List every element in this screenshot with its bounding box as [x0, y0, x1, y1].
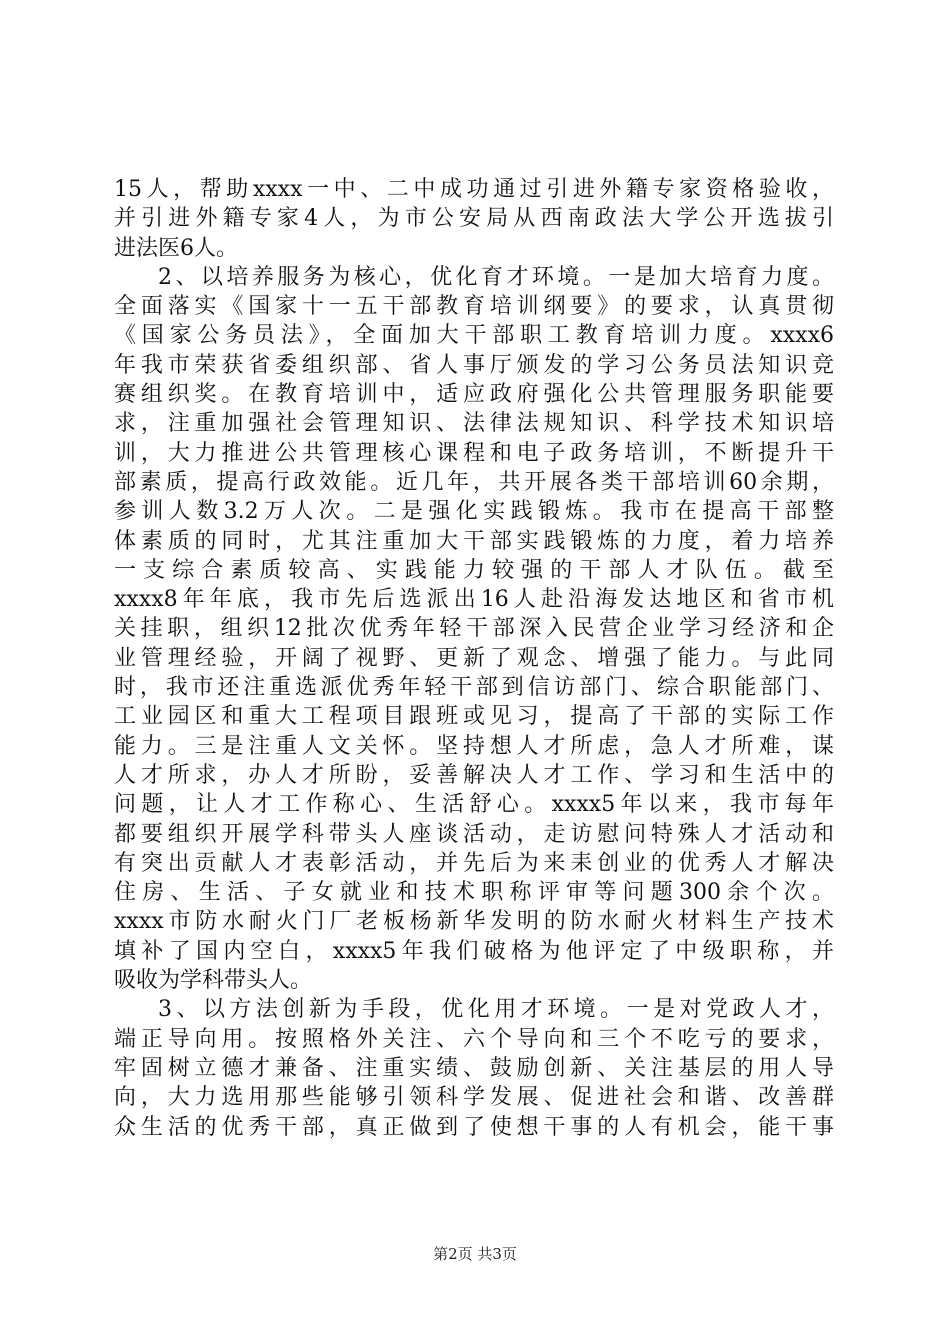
text-line: 并引进外籍专家4人，为市公安局从西南政法大学公开选拔引: [114, 206, 834, 232]
text-line: 问题，让人才工作称心、生活舒心。xxxx5年以来，我市每年: [114, 792, 834, 818]
text-line: 能力。三是注重人文关怀。坚持想人才所虑，急人才所难，谋: [114, 733, 834, 759]
text-line: 进法医6人。: [114, 235, 238, 261]
text-line: 全面落实《国家十一五干部教育培训纲要》的要求，认真贯彻: [114, 294, 834, 320]
text-line: xxxx市防水耐火门厂老板杨新华发明的防水耐火材料生产技术: [114, 909, 834, 935]
text-line: 求，注重加强社会管理知识、法律法规知识、科学技术知识培: [114, 411, 834, 437]
page-footer: 第2页 共3页: [433, 1245, 517, 1263]
text-line: 吸收为学科带头人。: [114, 968, 313, 994]
text-line: 15人，帮助xxxx一中、二中成功通过引进外籍专家资格验收，: [114, 177, 834, 202]
text-line: 一支综合素质较高、实践能力较强的干部人才队伍。截至: [114, 557, 834, 583]
text-line: 时，我市还注重选派优秀年轻干部到信访部门、综合职能部门、: [114, 675, 834, 701]
text-line: 2、以培养服务为核心，优化育才环境。一是加大培育力度。: [158, 264, 834, 290]
text-line: 牢固树立德才兼备、注重实绩、鼓励创新、关注基层的用人导: [114, 1055, 834, 1081]
text-line: 训，大力推进公共管理核心课程和电子政务培训，不断提升干: [114, 440, 834, 466]
text-line: 业管理经验，开阔了视野、更新了观念、增强了能力。与此同: [114, 645, 834, 671]
text-line: 年我市荣获省委组织部、省人事厅颁发的学习公务员法知识竞: [114, 352, 834, 378]
text-line: 部素质，提高行政效能。近几年，共开展各类干部培训60余期，: [114, 469, 834, 495]
text-line: xxxx8年年底，我市先后选派出16人赴沿海发达地区和省市机: [114, 587, 834, 613]
text-line: 端正导向用。按照格外关注、六个导向和三个不吃亏的要求，: [114, 1026, 834, 1052]
text-line: 都要组织开展学科带头人座谈活动，走访慰问特殊人才活动和: [114, 821, 834, 847]
text-line: 体素质的同时，尤其注重加大干部实践锻炼的力度，着力培养: [114, 528, 834, 554]
body-text: [114, 175, 834, 1142]
text-line: 工业园区和重大工程项目跟班或见习，提高了干部的实际工作: [114, 704, 834, 730]
text-line: 关挂职，组织12批次优秀年轻干部深入民营企业学习经济和企: [114, 616, 834, 642]
text-line: 3、以方法创新为手段，优化用才环境。一是对党政人才，: [158, 997, 834, 1023]
text-line: 有突出贡献人才表彰活动，并先后为来耒创业的优秀人才解决: [114, 850, 834, 876]
text-line: 众生活的优秀干部，真正做到了使想干事的人有机会，能干事: [114, 1114, 834, 1140]
text-line: 赛组织奖。在教育培训中，适应政府强化公共管理服务职能要: [114, 382, 834, 408]
text-line: 人才所求，办人才所盼，妥善解决人才工作、学习和生活中的: [114, 762, 834, 788]
text-line: 填补了国内空白，xxxx5年我们破格为他评定了中级职称，并: [114, 938, 834, 964]
text-line: 向，大力选用那些能够引领科学发展、促进社会和谐、改善群: [114, 1085, 834, 1111]
text-line: 住房、生活、子女就业和技术职称评审等问题300余个次。: [114, 880, 834, 906]
text-line: 《国家公务员法》，全面加大干部职工教育培训力度。xxxx6: [114, 323, 834, 349]
text-line: 参训人数3.2万人次。二是强化实践锻炼。我市在提高干部整: [114, 499, 834, 525]
